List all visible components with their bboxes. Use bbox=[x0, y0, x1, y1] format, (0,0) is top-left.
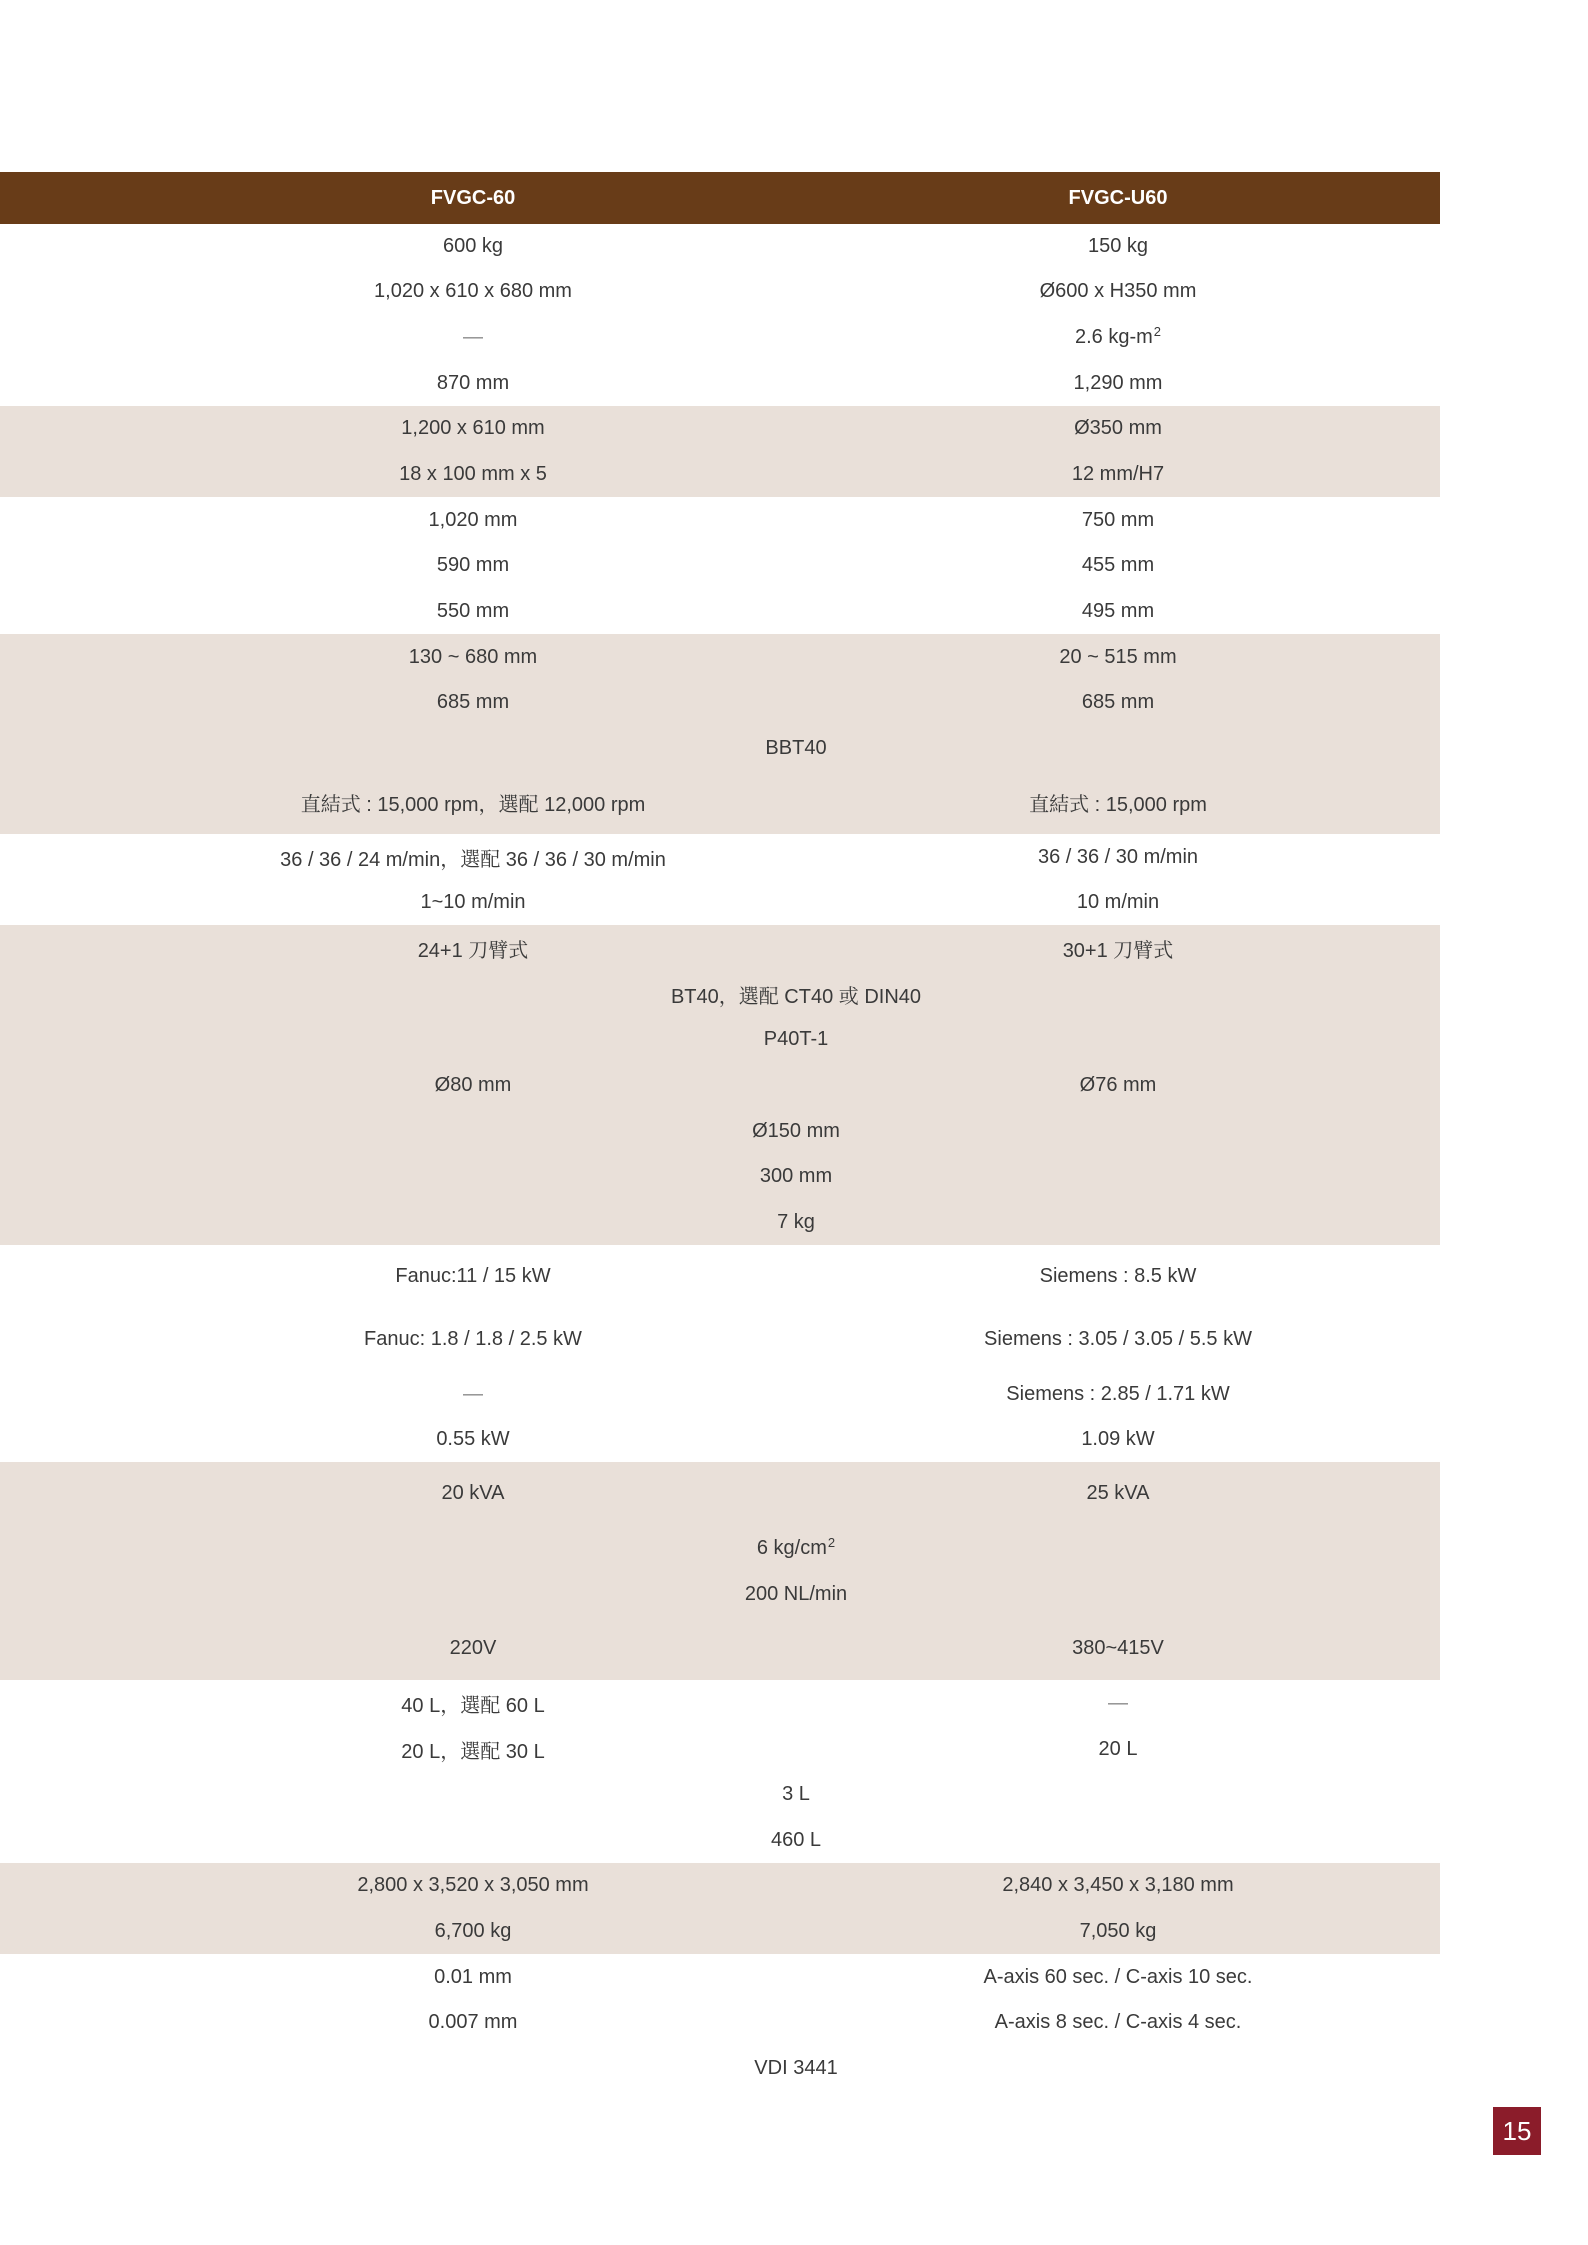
cell-fvgc-60: 1,200 x 610 mm bbox=[401, 417, 545, 439]
table-row bbox=[0, 1154, 1440, 1199]
table-row bbox=[0, 1108, 1440, 1154]
cell-fvgc-60: 870 mm bbox=[436, 371, 510, 394]
cell-shared: BBT40 bbox=[765, 736, 827, 759]
cell-fvgc-u60: — bbox=[1108, 1691, 1128, 1714]
table-row bbox=[0, 1908, 1440, 1954]
group-machine bbox=[0, 1863, 1440, 1954]
cell-fvgc-60: 0.55 kW bbox=[436, 1428, 510, 1450]
table-row bbox=[0, 1308, 1440, 1371]
table-row bbox=[0, 2045, 1440, 2091]
group-feed bbox=[0, 834, 1440, 925]
cell-fvgc-u60: A-axis 60 sec. / C-axis 10 sec. bbox=[983, 1965, 1253, 1988]
table-row bbox=[0, 451, 1440, 497]
cell-fvgc-60: 590 mm bbox=[436, 554, 510, 576]
cell-fvgc-60: 600 kg bbox=[442, 235, 504, 257]
cell-fvgc-60: — bbox=[463, 325, 483, 348]
cell-fvgc-u60: Ø600 x H350 mm bbox=[1039, 280, 1197, 302]
cell-fvgc-60: 1~10 m/min bbox=[420, 891, 526, 913]
cell-fvgc-u60: 20 L bbox=[1098, 1737, 1138, 1760]
cell-fvgc-u60: 直結式 : 15,000 rpm bbox=[1029, 794, 1207, 816]
cell-fvgc-u60: 25 kVA bbox=[1086, 1482, 1150, 1504]
cell-fvgc-60: Fanuc: 1.8 / 1.8 / 2.5 kW bbox=[364, 1328, 582, 1350]
cell-shared: 200 NL/min bbox=[744, 1582, 848, 1605]
cell-shared: 7 kg bbox=[777, 1210, 815, 1233]
cell-shared bbox=[546, 1525, 1046, 1571]
cell-shared: 3 L bbox=[782, 1783, 810, 1805]
cell-fvgc-u60: 1,290 mm bbox=[1073, 371, 1163, 394]
table-row bbox=[0, 224, 1440, 269]
table-row bbox=[0, 497, 1440, 543]
table-row bbox=[0, 1571, 1440, 1617]
group-tanks bbox=[0, 1680, 1440, 1863]
table-row bbox=[0, 1772, 1440, 1817]
header-fvgc-u60: FVGC-U60 bbox=[1068, 186, 1168, 209]
cell-fvgc-60: 2,800 x 3,520 x 3,050 mm bbox=[357, 1874, 589, 1896]
cell-fvgc-60: 130 ~ 680 mm bbox=[408, 645, 538, 668]
cell-fvgc-60: 18 x 100 mm x 5 bbox=[399, 462, 547, 485]
cell-fvgc-u60: Ø350 mm bbox=[1074, 417, 1162, 439]
header-fvgc-60: FVGC-60 bbox=[430, 186, 516, 209]
cell-fvgc-u60: 150 kg bbox=[1087, 235, 1149, 257]
table-row bbox=[0, 1417, 1440, 1462]
cell-fvgc-u60: 20 ~ 515 mm bbox=[1059, 645, 1177, 668]
cell-fvgc-u60: Siemens : 3.05 / 3.05 / 5.5 kW bbox=[984, 1328, 1252, 1350]
cell-fvgc-60: 直結式 : 15,000 rpm，選配 12,000 rpm bbox=[300, 794, 646, 816]
table-row bbox=[0, 1017, 1440, 1062]
cell-fvgc-60: 36 / 36 / 24 m/min，選配 36 / 36 / 30 m/min bbox=[280, 848, 666, 871]
cell-fvgc-u60: A-axis 8 sec. / C-axis 4 sec. bbox=[994, 2011, 1242, 2033]
cell-fvgc-u60: 750 mm bbox=[1081, 508, 1155, 531]
cell-fvgc-60: 220V bbox=[449, 1637, 497, 1659]
cell-fvgc-u60: 380~415V bbox=[1072, 1637, 1164, 1659]
table-row bbox=[0, 406, 1440, 451]
table-row bbox=[0, 314, 1440, 360]
table-row bbox=[0, 1863, 1440, 1908]
table-row bbox=[0, 880, 1440, 925]
table-row bbox=[0, 1462, 1440, 1525]
cell-fvgc-60: 6,700 kg bbox=[434, 1919, 512, 1942]
cell-fvgc-u60: 1.09 kW bbox=[1081, 1428, 1155, 1450]
group-atc bbox=[0, 925, 1440, 1245]
cell-fvgc-u60: Siemens : 8.5 kW bbox=[1039, 1265, 1197, 1287]
cell-fvgc-60: 0.01 mm bbox=[434, 1965, 512, 1988]
table-row bbox=[0, 1245, 1440, 1308]
cell-fvgc-u60 bbox=[868, 314, 1368, 360]
table-row bbox=[0, 1199, 1440, 1245]
table-row bbox=[0, 1617, 1440, 1680]
table-row bbox=[0, 588, 1440, 634]
table-row bbox=[0, 1817, 1440, 1863]
cell-fvgc-60: 550 mm bbox=[436, 599, 510, 622]
cell-shared: 460 L bbox=[770, 1828, 822, 1851]
table-row bbox=[0, 971, 1440, 1017]
cell-fvgc-u60: Siemens : 2.85 / 1.71 kW bbox=[1006, 1382, 1230, 1405]
table-row bbox=[0, 725, 1440, 771]
cell-fvgc-u60: 10 m/min bbox=[1076, 891, 1160, 913]
table-row bbox=[0, 680, 1440, 725]
cell-value: 2.6 kg-m bbox=[1074, 325, 1153, 348]
table-row bbox=[0, 634, 1440, 680]
group-accuracy bbox=[0, 1954, 1440, 2091]
cell-fvgc-u60: 2,840 x 3,450 x 3,180 mm bbox=[1002, 1874, 1234, 1896]
cell-fvgc-60: 20 kVA bbox=[441, 1482, 505, 1504]
cell-shared: Ø150 mm bbox=[752, 1119, 840, 1142]
table-row bbox=[0, 1525, 1440, 1571]
group-travel bbox=[0, 497, 1440, 634]
cell-shared: VDI 3441 bbox=[754, 2056, 838, 2079]
cell-fvgc-60: 20 L，選配 30 L bbox=[401, 1740, 545, 1763]
cell-fvgc-60: 24+1 刀臂式 bbox=[417, 939, 529, 962]
cell-shared: BT40，選配 CT40 或 DIN40 bbox=[670, 985, 922, 1008]
cell-fvgc-60: 685 mm bbox=[436, 691, 510, 713]
cell-value: 6 kg/cm bbox=[756, 1536, 827, 1559]
cell-fvgc-u60: 7,050 kg bbox=[1079, 1919, 1157, 1942]
table-row bbox=[0, 1680, 1440, 1726]
table-row bbox=[0, 543, 1440, 588]
cell-fvgc-u60: 455 mm bbox=[1081, 554, 1155, 576]
superscript: 2 bbox=[827, 1534, 836, 1550]
table-row bbox=[0, 1062, 1440, 1108]
table-row bbox=[0, 834, 1440, 880]
page-number: 15 bbox=[1493, 2107, 1541, 2155]
table-row bbox=[0, 2000, 1440, 2045]
cell-shared: P40T-1 bbox=[763, 1028, 829, 1050]
cell-fvgc-u60: 36 / 36 / 30 m/min bbox=[1037, 845, 1199, 868]
cell-fvgc-60: 1,020 x 610 x 680 mm bbox=[374, 280, 572, 302]
cell-fvgc-60: Fanuc:11 / 15 kW bbox=[395, 1265, 551, 1287]
table-row bbox=[0, 925, 1440, 971]
spec-table bbox=[0, 172, 1440, 2091]
table-row bbox=[0, 1954, 1440, 2000]
table-row bbox=[0, 360, 1440, 406]
cell-fvgc-u60: 685 mm bbox=[1081, 691, 1155, 713]
cell-shared: 300 mm bbox=[759, 1165, 833, 1187]
superscript: 2 bbox=[1153, 323, 1162, 339]
cell-fvgc-u60: 495 mm bbox=[1081, 599, 1155, 622]
group-weight-dimensions bbox=[0, 224, 1440, 406]
cell-fvgc-60: 40 L，選配 60 L bbox=[401, 1694, 545, 1717]
cell-fvgc-60: 1,020 mm bbox=[428, 508, 518, 531]
table-row bbox=[0, 1726, 1440, 1772]
table-row bbox=[0, 269, 1440, 314]
group-spindle bbox=[0, 634, 1440, 834]
cell-fvgc-60: — bbox=[463, 1382, 483, 1405]
cell-fvgc-60: 0.007 mm bbox=[428, 2011, 518, 2033]
group-motors bbox=[0, 1245, 1440, 1462]
table-header bbox=[0, 172, 1440, 224]
cell-fvgc-60: Ø80 mm bbox=[434, 1073, 512, 1096]
group-power-air bbox=[0, 1462, 1440, 1680]
cell-fvgc-u60: Ø76 mm bbox=[1079, 1073, 1157, 1096]
table-row bbox=[0, 771, 1440, 834]
cell-fvgc-u60: 12 mm/H7 bbox=[1071, 462, 1165, 485]
cell-fvgc-u60: 30+1 刀臂式 bbox=[1062, 939, 1174, 962]
group-table bbox=[0, 406, 1440, 497]
table-row bbox=[0, 1371, 1440, 1417]
